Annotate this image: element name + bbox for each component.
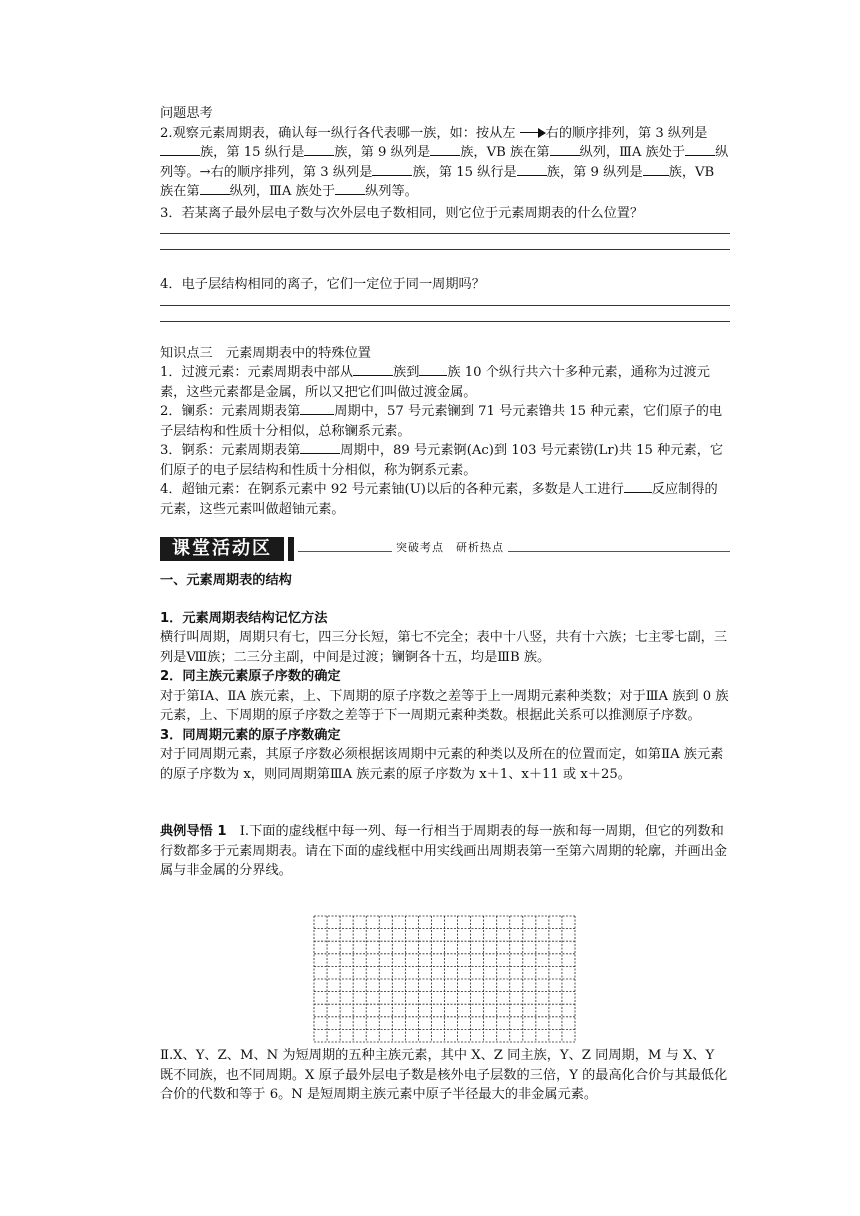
banner-bar xyxy=(288,537,294,561)
question-4: 4．电子层结构相同的离子，它们一定位于同一周期吗？ xyxy=(160,277,485,292)
answer-blank[interactable] xyxy=(372,163,412,176)
question-3: 3．若某离子最外层电子数与次外层电子数相同，则它位于元素周期表的什么位置？ xyxy=(160,205,644,221)
section-heading: 知识点三 元素周期表中的特殊位置 xyxy=(160,345,371,361)
paragraph: 2．镧系：元素周期表第 周期中，57 号元素镧到 71 号元素镥共 15 种元素，它们原子的电子层结构和性质十分相似，总称镧系元素。 xyxy=(160,404,723,439)
answer-blank[interactable] xyxy=(304,143,334,156)
subsection-title: 1．元素周期表结构记忆方法 xyxy=(160,610,328,626)
answer-blank[interactable] xyxy=(517,163,547,176)
section-banner xyxy=(160,537,730,567)
banner-line xyxy=(298,551,730,552)
answer-blank[interactable] xyxy=(335,182,365,195)
answer-blank[interactable] xyxy=(353,363,393,376)
paragraph: 横行叫周期，周期只有七，四三分长短，第七不完全；表中十八竖，共有十六族；七主零七副，三列是Ⅷ族；二三分主副，中间是过渡；镧锕各十五，均是ⅢB 族。 xyxy=(160,630,728,665)
section-heading: 一、元素周期表的结构 xyxy=(160,573,292,588)
paragraph: 4．超铀元素：在锕系元素中 92 号元素铀(U)以后的各种元素，多数是人工进行 反应制得的元素，这些元素叫做超铀元素。 xyxy=(160,482,718,517)
example-paragraph: 典例导悟 1 Ⅰ.下面的虚线框中每一列、每一行相当于周期表的每一族和每一周期，但它的列数和行数都多于元素周期表。请在下面的虚线框中用实线画出周期表第一至第六周期的轮廓，并画出金属与非金属的分界线。 xyxy=(160,824,728,878)
paragraph: 对于同周期元素，其原子序数必须根据该周期中元素的种类以及所在的位置而定，如第ⅡA 族元素的原子序数为 x，则同周期第ⅢA 族元素的原子序数为 x＋1、x＋11 或 x＋25。 xyxy=(160,747,724,782)
paragraph: 1．过渡元素：元素周期表中部从 族到 族 10 个纵行共六十多种元素，通称为过渡元素，这些元素都是金属，所以又把它们叫做过渡金属。 xyxy=(160,365,710,400)
paragraph: 3．锕系：元素周期表第 周期中，89 号元素锕(Ac)到 103 号元素铹(Lr)共 15 种元素，它们原子的电子层结构和性质十分相似，称为锕系元素。 xyxy=(160,443,724,478)
example-label: 典例导悟 1 xyxy=(160,824,227,839)
page-content xyxy=(160,104,730,881)
example-part2: Ⅱ.X、Y、Z、M、N 为短周期的五种主族元素，其中 X、Z 同主族，Y、Z 同周期，M 与 X、Y 既不同族，也不同周期。X 原子最外层电子数是核外电子层数的三倍，Y 的最高化合价与其最低化合价的代数和等于 6。N 是短周期主族元素中原子半径最大的非金属元素。 xyxy=(160,1048,728,1102)
answer-blank[interactable] xyxy=(430,143,460,156)
answer-blank[interactable] xyxy=(200,182,230,195)
answer-blank[interactable] xyxy=(160,143,200,156)
answer-blank[interactable] xyxy=(419,363,447,376)
answer-blank[interactable] xyxy=(300,441,340,454)
dashed-grid-figure xyxy=(313,915,576,1043)
right-arrow-icon xyxy=(520,128,546,138)
answer-blank[interactable] xyxy=(643,163,669,176)
subsection-title: 3．同周期元素的原子序数确定 xyxy=(160,727,341,743)
answer-blank[interactable] xyxy=(685,143,715,156)
paragraph: 对于第ⅠA、ⅡA 族元素，上、下周期的原子序数之差等于上一周期元素种类数；对于ⅢA 族到 0 族元素，上、下周期的原子序数之差等于下一周期元素种类数。根据此关系可以推测原子序数。 xyxy=(160,688,729,723)
banner-title: 课堂活动区 xyxy=(160,537,284,561)
answer-blank[interactable] xyxy=(300,402,334,415)
section-heading: 问题思考 xyxy=(160,106,213,121)
question-2: 2.观察元素周期表，确认每一纵行各代表哪一族，如：按从左 右的顺序排列，第 3 纵列是族，第 15 纵行是 族，第 9 纵列是 族，ⅤB 族在第 纵列，ⅢA 族处于 纵列等。→右的顺序排列，第 3 纵列是 族，第 15 纵行是 族，第 9 纵列是 族，ⅤB 族在第 纵列，ⅢA 族处于 纵列等。 xyxy=(160,125,729,199)
answer-blank[interactable] xyxy=(550,143,580,156)
dashed-grid xyxy=(313,915,576,1043)
subsection-title: 2．同主族元素原子序数的确定 xyxy=(160,669,341,684)
answer-blank[interactable] xyxy=(624,480,652,493)
banner-subtitle: 突破考点 研析热点 xyxy=(392,539,508,555)
